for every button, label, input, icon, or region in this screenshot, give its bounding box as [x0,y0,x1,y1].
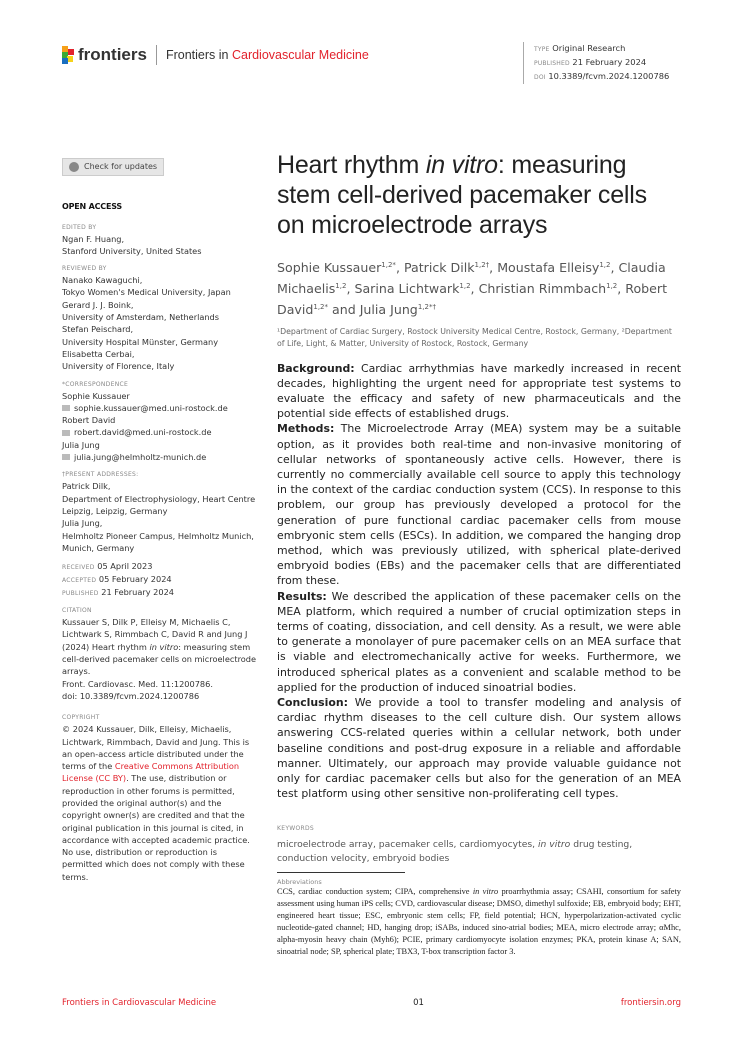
author-separator: , [470,281,479,297]
author-affiliation-marks: 1,2 [606,282,618,291]
envelope-icon [62,430,70,436]
copyright-part: . The use, distribution or reproduction in other forums is permitted, provided the original author(s) and the copyright owner(s) are credited and that the original publication in this journal is cited, in accordance with accepted academic practice. No use, distribution or reproduction is permitted which does not comply with these terms. [62,773,250,882]
email-link[interactable]: sophie.kussauer@med.uni-rostock.de [74,402,228,413]
footer-site-link[interactable]: frontiersin.org [620,998,681,1008]
journal-title[interactable] [166,48,369,62]
correspondent-name: Robert David [62,415,116,426]
envelope-icon [62,405,70,411]
abstract-heading: Conclusion: [277,696,348,710]
abstract-section [277,421,681,588]
author-separator: , [610,260,619,276]
email-link[interactable]: julia.jung@helmholtz-munich.de [74,452,207,463]
author-name[interactable]: Robert David [277,281,668,318]
check-for-updates-button[interactable] [62,158,164,176]
citation-label: CITATION [62,607,92,615]
brand-name: frontiers [78,45,147,64]
sidebar-line: Tokyo Women's Medical University, Japan [62,287,231,298]
frontiers-logo-icon [62,46,74,64]
edited-by-label: EDITED BY [62,223,97,231]
sidebar-line: University of Amsterdam, Netherlands [62,312,220,323]
keywords-section [277,823,681,866]
affiliations: ¹Department of Cardiac Surgery, Rostock University Medical Centre, Rostock, Germany, ²Department of Life, Light, & Matter, University of Rostock, Rostock, Germany [277,326,672,348]
accepted-label: ACCEPTED [62,577,97,585]
author-separator: and [328,302,360,318]
email-link[interactable]: robert.david@med.uni-rostock.de [74,427,212,438]
article-type: Original Research [552,43,626,53]
dates [62,560,258,599]
envelope-icon [62,454,70,460]
sidebar-line: Helmholtz Pioneer Campus, Helmholtz Munich, Munich, Germany [62,530,254,553]
sidebar-line: Elisabetta Cerbai, [62,348,135,359]
present-addresses-label: †PRESENT ADDRESSES: [62,471,139,479]
sidebar-line: Nanako Kawaguchi, [62,275,143,286]
author-affiliation-marks: 1,2 [599,261,611,269]
author-name[interactable]: Christian Rimmbach [478,281,607,297]
abstract-text: The Microelectrode Array (MEA) system may be a suitable option, as it provides both real-time and non-invasive monitoring of cellular networks of spontaneously active cells. However, there is currently no commercially available cell source to apply this technology in the context of the cardiac conduction system (CCS). In response to this problem, our group has previously developed a protocol for the generation of pure functional cardiac pacemaker cells from mouse embryonic stem cells (ESCs). In addition, we compared the hanging drop method, which was previously utilized, with spherical plate-derived embryoid bodies (EBs) and the pacemaker cells that are differentiated from these. [277,422,681,588]
doi-label: DOI [534,74,546,81]
citation-text [62,616,258,702]
citation-doi[interactable]: doi: 10.3389/fcvm.2024.1200786 [62,690,200,701]
abstract-heading: Results: [277,589,327,603]
sidebar-line: Julia Jung, [62,518,103,529]
license-link[interactable]: Creative Commons Attribution License (CC BY) [62,761,240,784]
abstract-text: We described the application of these pacemaker cells on the MEA platform, which required a number of crucial optimization steps in terms of coating, dissociation, and cell density. As a result, we were able to generate a monolayer of pure pacemaker cells on an MEA surface that is viable and electromechanically active for weeks. Furthermore, we introduced spherical plates as a convenient and scalable method to be applied for the production of induced sinoatrial bodies. [277,589,681,694]
author-affiliation-marks: 1,2 [459,282,471,291]
published-label: PUBLISHED [62,590,99,598]
correspondent-name: Julia Jung [62,439,100,450]
email-row [62,451,258,463]
abstract-text: Cardiac arrhythmias have markedly increased in recent decades, highlighting the urgent need for appropriate test systems to evaluate the efficacy and safety of new pharmaceuticals and the potential side effects of established drugs. [277,361,681,421]
divider [156,45,157,65]
sidebar-line: Stanford University, United States [62,245,202,256]
author-name[interactable]: Moustafa Elleisy [497,260,600,276]
copyright-label: COPYRIGHT [62,714,100,722]
author-affiliation-marks: 1,2† [474,261,490,269]
correspondence-list [62,390,258,464]
journal-header [62,40,369,70]
sidebar [62,158,258,883]
author-separator: , [617,281,626,297]
reviewer-list [62,274,258,372]
author-name[interactable]: Sarina Lichtwark [354,281,460,297]
email-row [62,402,258,414]
author-separator: , [395,260,404,276]
sidebar-line: Ngan F. Huang, [62,233,125,244]
present-addresses-list [62,480,258,554]
abstract-heading: Background: [277,361,355,375]
author-name[interactable]: Sophie Kussauer [277,260,382,276]
check-updates-label: Check for updates [84,162,158,171]
published-date: 21 February 2024 [572,57,647,67]
abstract [277,361,681,802]
keywords-label: KEYWORDS [277,825,315,833]
author-affiliation-marks: 1,2* [313,303,329,312]
sidebar-line: Stefan Peischard, [62,324,134,335]
author-affiliation-marks: 1,2 [335,282,347,291]
abstract-heading: Methods: [277,422,335,436]
footnote-rule [277,872,405,873]
journal-name: Cardiovascular Medicine [231,48,369,62]
keywords-italic: in vitro [538,839,571,851]
title-part: Heart rhythm [277,151,426,179]
update-icon [69,162,79,172]
received-date: 05 April 2023 [97,561,153,572]
sidebar-line: University Hospital Münster, Germany [62,336,219,347]
keywords-part: microelectrode array, pacemaker cells, cardiomyocytes, [277,839,538,851]
journal-prefix: Frontiers in [165,48,232,62]
sidebar-line: Gerard J. J. Boink, [62,299,134,310]
type-label: TYPE [534,46,550,53]
correspondent-name: Sophie Kussauer [62,390,130,401]
abstract-text: We provide a tool to transfer modeling and analysis of cardiac rhythm diseases to the cell culture dish. Our system allows answering CCS-related queries within a cellular network, both under baseline conditions and post-drug exposure in a reliable and affordable manner. Ultimately, our approach may provide valuable guidance not only for cardiac pacemaker cells but also for the generation of an MEA test platform using other sensitive non-proliferating cell types. [277,696,681,801]
abbreviations-label: Abbreviations [277,878,322,886]
copyright-text [62,723,258,883]
author-name[interactable]: Julia Jung [359,302,418,318]
author-name[interactable]: Claudia Michaelis [277,260,666,297]
author-affiliation-marks: 1,2* [381,261,396,269]
author-separator: , [489,260,498,276]
author-separator: , [346,281,355,297]
abstract-section [277,589,681,695]
title-italic: in vitro [425,151,498,179]
citation-part: : measuring stem cell-derived pacemaker cells on microelectrode arrays. [62,641,256,677]
page-footer [62,998,681,1008]
open-access-label: OPEN ACCESS [62,202,122,212]
published-date: 21 February 2024 [101,587,175,598]
author-name[interactable]: Patrick Dilk [403,260,475,276]
abbreviations-text [277,886,681,958]
accepted-date: 05 February 2024 [98,574,172,585]
abstract-section [277,695,681,801]
abstract-section [277,361,681,422]
page-number: 01 [413,998,424,1008]
sidebar-line: University of Florence, Italy [62,361,175,372]
email-row [62,426,258,438]
citation-italic: in vitro [149,641,179,652]
abbr-part: CCS, cardiac conduction system; CIPA, comprehensive [277,887,473,896]
abbreviations [277,872,681,958]
footer-journal[interactable]: Frontiers in Cardiovascular Medicine [62,998,217,1008]
abbr-part: proarrhythmia assay; CSAHI, consortium for safety assessment using human iPS cells; CVD, cardiovascular disease; DMSO, dimethyl sulfoxide; EB, embryoid body; EHT, engineered heart tissue; ESC, embryonic stem cells; FP, field potential; HCN, hyperpolarization-activated cyclic nucleotide-gated channel; HD, hanging drop; iSABs, induced sino-atrial bodies; MEA, micro electrode array; αMhc, alpha-myosin heavy chain (Myh6); PCIE, primary cardiomyocyte isolation enzymes; PKA, protein kinase A; SAN, sinoatrial node; SP, spherical plate; TBX3, T-box transcription factor 3. [277,887,681,956]
frontiers-logo[interactable] [62,45,147,65]
copyright-part: © 2024 Kussauer, Dilk, Elleisy, Michaelis, Lichtwark, Rimmbach, David and Jung. This is an open-access article distributed under the terms of the [62,724,250,772]
article-main [277,150,681,866]
sidebar-line: Patrick Dilk, [62,481,111,492]
editor-list [62,233,258,258]
title-part: : measuring stem cell-derived pacemaker cells on microelectrode arrays [277,151,647,239]
citation-part: Kussauer S, Dilk P, Elleisy M, Michaelis C, Lichtwark S, Rimmbach C, David R and Jung J (2024) Heart rhythm [62,617,248,652]
author-affiliation-marks: 1,2*† [417,303,436,312]
doi-link[interactable]: 10.3389/fcvm.2024.1200786 [548,71,670,81]
sidebar-line: Department of Electrophysiology, Heart Centre Leipzig, Leipzig, Germany [62,493,256,516]
keywords-part: drug testing, conduction velocity, embryoid bodies [277,839,633,865]
received-label: RECEIVED [62,564,95,572]
article-title [277,150,681,240]
reviewed-by-label: REVIEWED BY [62,265,107,273]
author-list [277,256,681,320]
correspondence-label: *CORRESPONDENCE [62,380,129,388]
article-meta [523,42,669,84]
keywords [277,838,681,866]
citation-journal: Front. Cardiovasc. Med. 11:1200786. [62,678,213,689]
published-label: PUBLISHED [534,60,570,67]
abbr-italic: in vitro [472,887,499,896]
